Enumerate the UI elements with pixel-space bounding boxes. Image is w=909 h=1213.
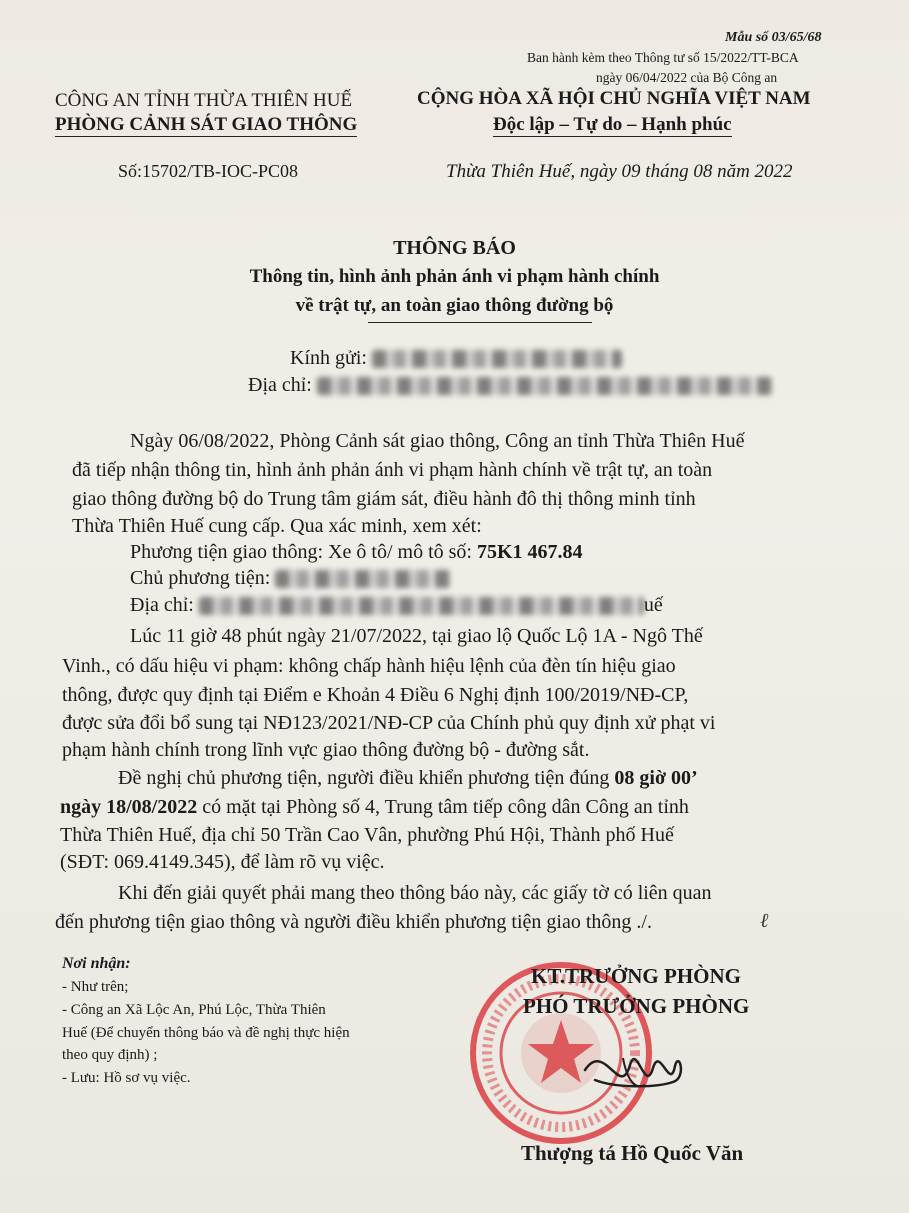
p2-line-1: Lúc 11 giờ 48 phút ngày 21/07/2022, tại giao lộ Quốc Lộ 1A - Ngô Thế [130, 625, 703, 647]
redacted-owner [275, 570, 450, 588]
license-plate: 75K1 467.84 [476, 541, 583, 563]
p3-line-1: Đề nghị chủ phương tiện, người điều khiển phương tiện đúng 08 giờ 00’ [118, 767, 698, 789]
p1-line-3: giao thông đường bộ do Trung tâm giám sát, điều hành đô thị thông minh tỉnh [72, 488, 696, 510]
p3-line-2: ngày 18/08/2022 có mặt tại Phòng số 4, Trung tâm tiếp công dân Công an tỉnh [60, 796, 689, 818]
title-line-2: về trật tự, an toàn giao thông đường bộ [295, 295, 614, 316]
title-line-1: Thông tin, hình ảnh phản ánh vi phạm hành chính [249, 266, 660, 287]
title-underline [368, 322, 592, 323]
p2-line-2: Vinh., có dấu hiệu vi phạm: không chấp hành hiệu lệnh của đèn tín hiệu giao [62, 655, 676, 677]
vehicle-line: Phương tiện giao thông: Xe ô tô/ mô tô số: 75K1 467.84 [130, 541, 583, 563]
agency-name: PHÒNG CẢNH SÁT GIAO THÔNG [55, 114, 358, 135]
receiver-item-3: - Lưu: Hồ sơ vụ việc. [62, 1070, 191, 1086]
p4-line-2: đến phương tiện giao thông và người điều khiển phương tiện giao thông ./. [55, 911, 652, 933]
handwritten-signature-icon [575, 1030, 695, 1110]
p2-line-4: được sửa đổi bổ sung tại NĐ123/2021/NĐ-CP của Chính phủ quy định xử phạt vi [62, 712, 716, 734]
p3-line-4: (SĐT: 069.4149.345), để làm rõ vụ việc. [60, 851, 385, 873]
redacted-address [317, 377, 772, 395]
address-line [248, 370, 772, 400]
owner-line: Chủ phương tiện: [130, 563, 450, 593]
receiver-item-2-line-2: Huế (Để chuyển thông báo và đề nghị thực hiện [62, 1025, 350, 1041]
appointment-time: 08 giờ 00’ [614, 767, 698, 789]
p2-line-5: phạm hành chính trong lĩnh vực giao thông đường bộ - đường sắt. [62, 739, 590, 761]
receiver-item-1: - Như trên; [62, 979, 129, 995]
issued-with: Ban hành kèm theo Thông tư số 15/2022/TT-BCA [527, 50, 799, 65]
p1-line-4: Thừa Thiên Huế cung cấp. Qua xác minh, xem xét: [72, 515, 482, 537]
recipient-line [290, 343, 622, 373]
national-motto: Độc lập – Tự do – Hạnh phúc [493, 114, 732, 135]
receivers-title: Nơi nhận: [62, 955, 131, 972]
receiver-item-2-line-1: - Công an Xã Lộc An, Phú Lộc, Thừa Thiên [62, 1002, 326, 1018]
p1-line-2: đã tiếp nhận thông tin, hình ảnh phản ánh vi phạm hành chính về trật tự, an toàn [72, 459, 713, 481]
owner-address-line: Địa chỉ: uế [130, 594, 663, 616]
p3-line-3: Thừa Thiên Huế, địa chỉ 50 Trần Cao Vân, phường Phú Hội, Thành phố Huế [60, 824, 674, 846]
to-label: Kính gửi: [290, 347, 367, 369]
p1-line-1: Ngày 06/08/2022, Phòng Cảnh sát giao thông, Công an tỉnh Thừa Thiên Huế [130, 430, 745, 452]
agency-parent: CÔNG AN TỈNH THỪA THIÊN HUẾ [55, 90, 353, 111]
signer-role-2: PHÓ TRƯỞNG PHÒNG [523, 994, 750, 1018]
appointment-date: ngày 18/08/2022 [60, 796, 198, 818]
address-label: Địa chỉ: [248, 374, 312, 396]
p4-line-1: Khi đến giải quyết phải mang theo thông báo này, các giấy tờ có liên quan [118, 882, 712, 904]
document-number: Số:15702/TB-IOC-PC08 [118, 161, 299, 181]
receiver-item-2-line-3: theo quy định) ; [62, 1047, 158, 1063]
signer-name: Thượng tá Hồ Quốc Văn [521, 1141, 744, 1165]
initials-mark: ℓ [760, 910, 769, 932]
p2-line-3: thông, được quy định tại Điểm e Khoản 4 Điều 6 Nghị định 100/2019/NĐ-CP, [62, 684, 689, 706]
nation-name: CỘNG HÒA XÃ HỘI CHỦ NGHĨA VIỆT NAM [417, 88, 811, 109]
form-number: Mẫu số 03/65/68 [725, 30, 822, 45]
redacted-owner-address [199, 597, 644, 615]
signer-role-1: KT.TRƯỞNG PHÒNG [531, 964, 741, 988]
redacted-name [372, 350, 622, 368]
issued-date: ngày 06/04/2022 của Bộ Công an [596, 70, 778, 85]
document-title: THÔNG BÁO [393, 237, 516, 259]
place-date: Thừa Thiên Huế, ngày 09 tháng 08 năm 2022 [446, 161, 793, 182]
